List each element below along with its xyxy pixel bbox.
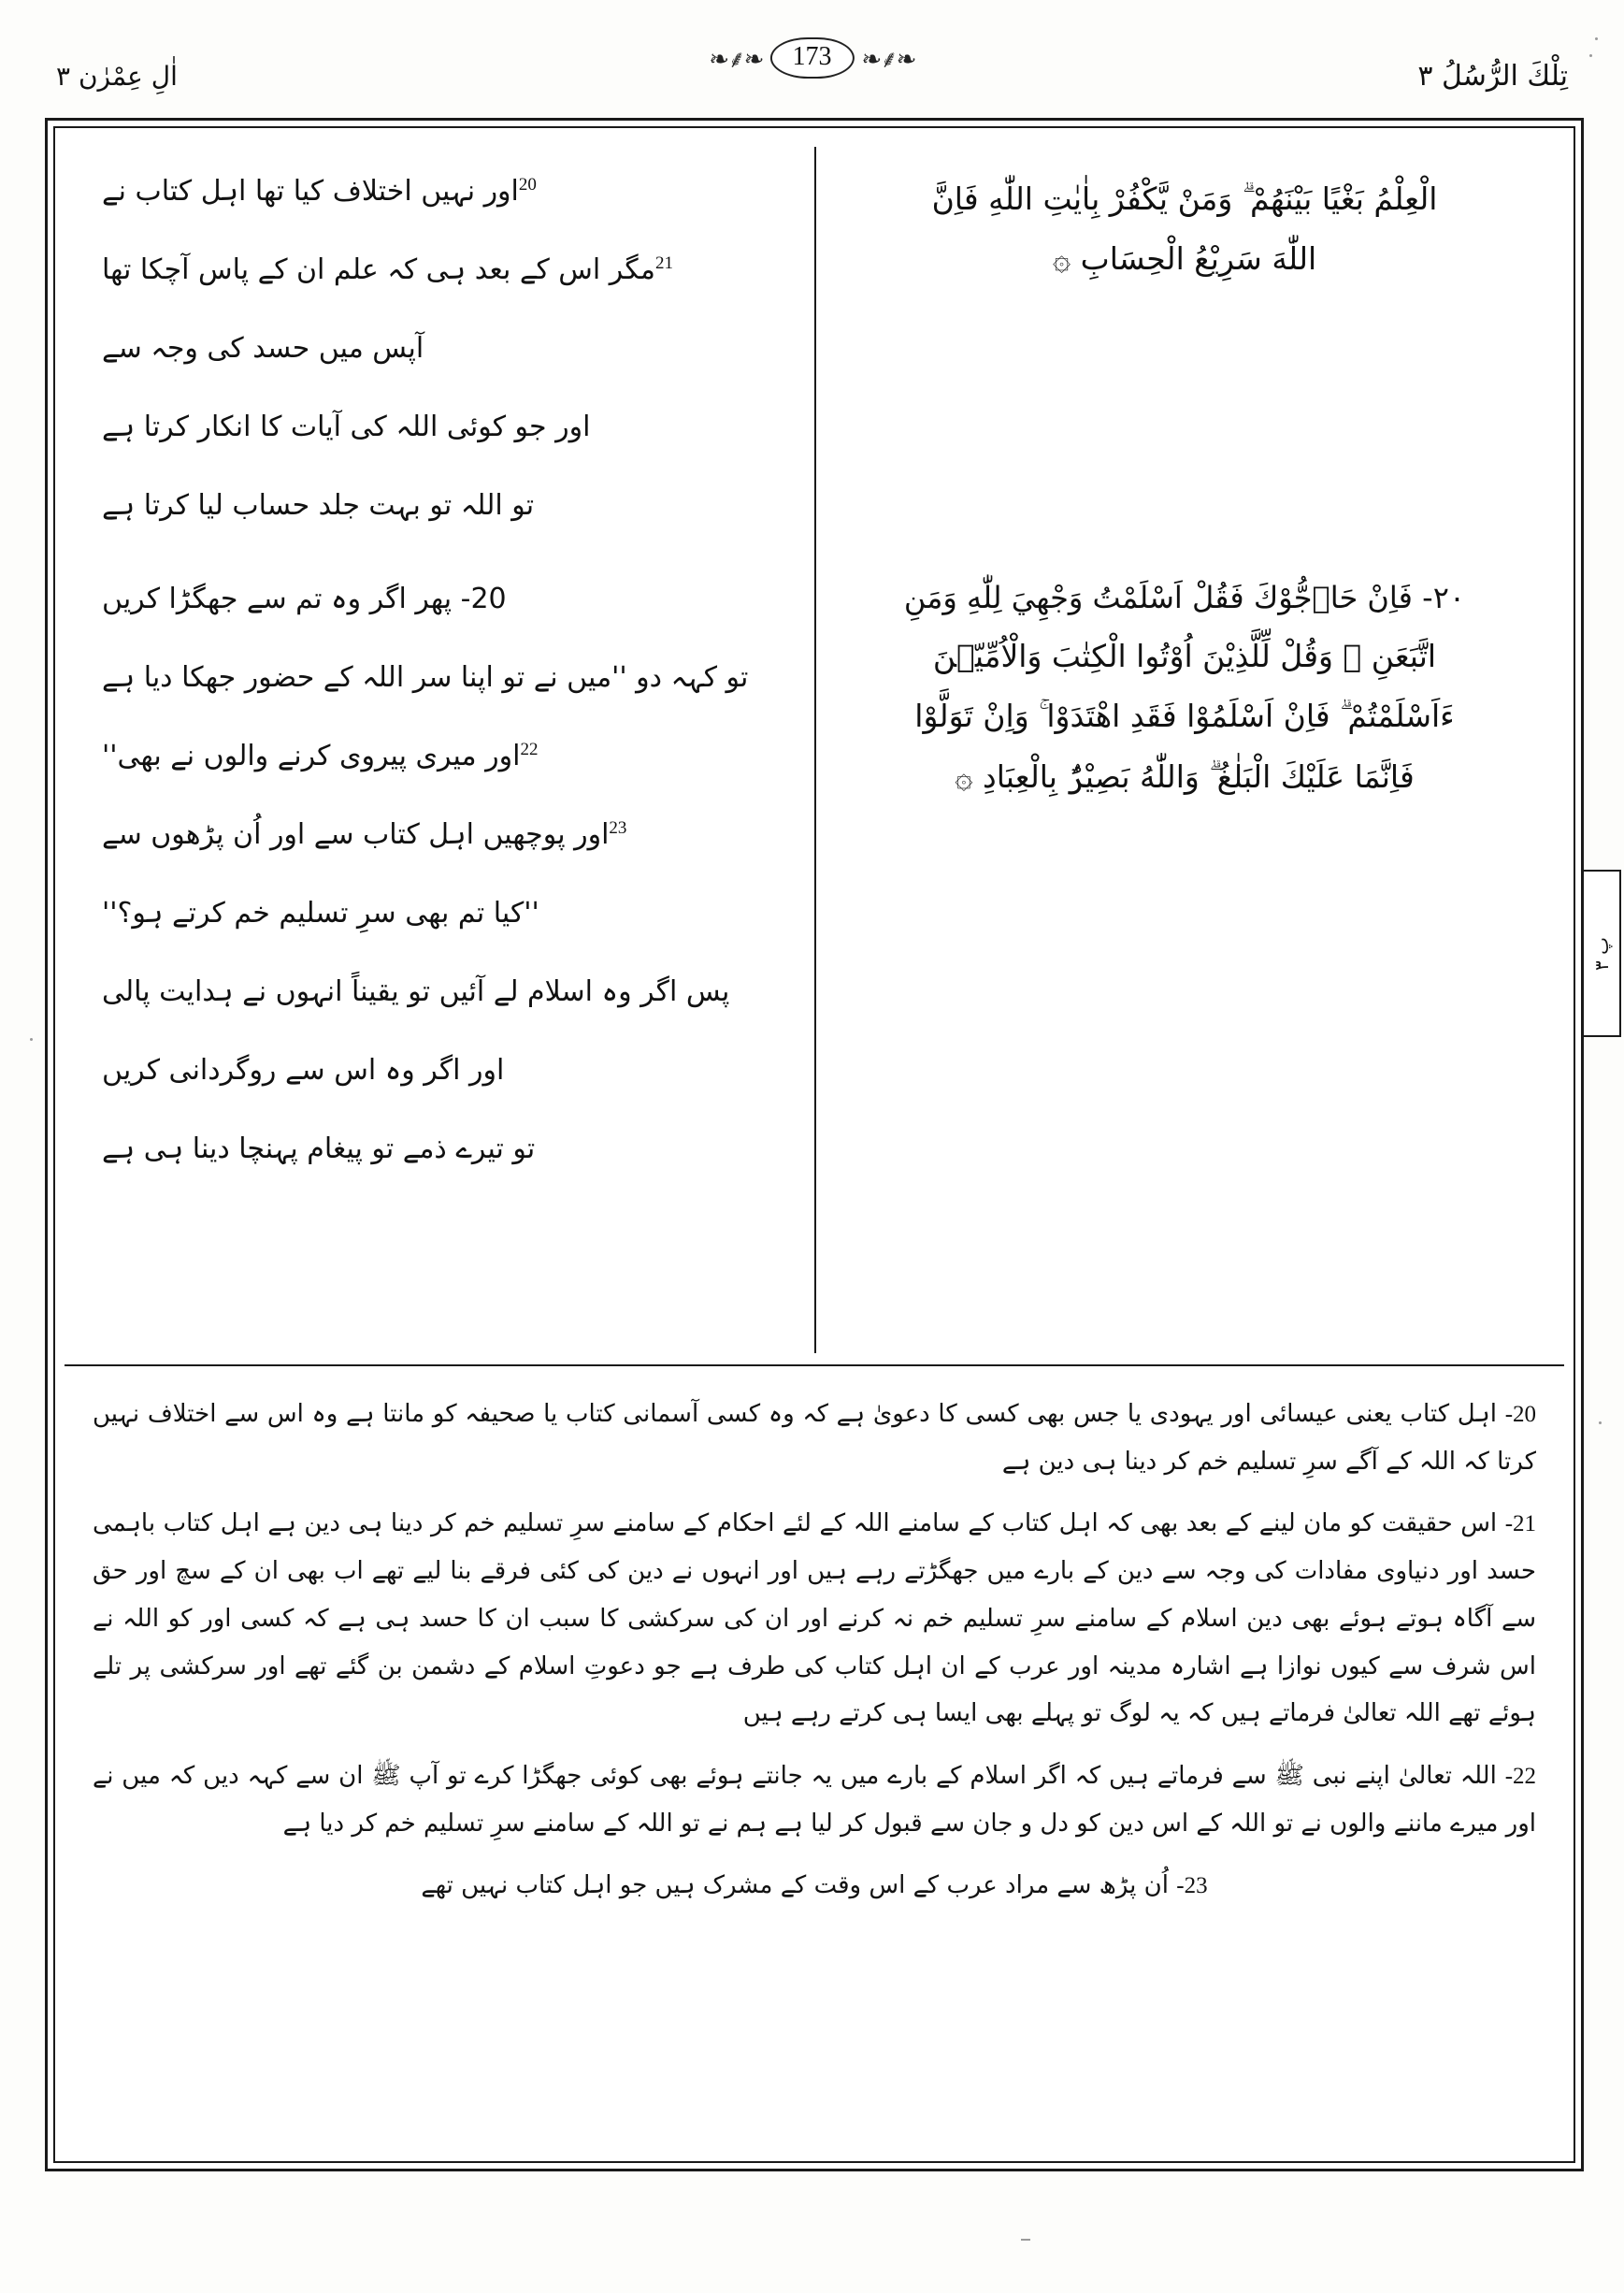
footnote-number: 23- [1176,1873,1208,1899]
footnote-ref: 22 [520,740,539,759]
urdu-line [102,326,781,371]
arabic-column [814,137,1564,1353]
scripture-columns [65,137,1564,1353]
arabic-line: اللّٰهَ سَرِيْعُ الْحِسَابِ ۞ [1052,240,1317,278]
footnote-item [93,1752,1536,1847]
footnote-item [93,1500,1536,1738]
urdu-text: تو کہہ دو ''میں نے تو اپنا سر اللہ کے حضور جھکا دیا ہے [102,661,749,694]
footnote-item [93,1391,1536,1485]
arabic-block-continuation [842,169,1527,290]
urdu-text: ''کیا تم بھی سرِ تسلیم خم کرتے ہو؟'' [102,897,539,930]
footnote-number: 22- [1504,1763,1537,1789]
urdu-line [102,405,781,450]
urdu-line [102,656,781,700]
urdu-text: اور جو کوئی اللہ کی آیات کا انکار کرتا ہے [102,411,591,443]
arabic-line: الْعِلْمُ بَغْيًا بَيْنَهُمْ ۗ وَمَنْ يَّكْفُرْ بِاٰيٰتِ اللّٰهِ فَاِنَّ [931,180,1438,217]
footnote-ref: 20 [518,175,537,195]
content-frame-inner [53,126,1575,2163]
urdu-line [102,248,781,293]
urdu-line [102,577,781,622]
urdu-line [102,970,781,1015]
urdu-line [102,813,781,858]
urdu-line [102,891,781,936]
urdu-line [102,169,781,214]
header-surah-left: اٰلِ عِمْرٰن ٣ [56,60,178,92]
header-surah-right: تِلْكَ الرُّسُلُ ٣ [1417,59,1568,93]
footnote-text: اللہ تعالیٰ اپنے نبی ﷺ سے فرماتے ہیں کہ اگر اسلام کے بارے میں یہ جانتے ہوئے بھی کوئی جھگڑا کرے تو آپ ﷺ ان سے کہہ دیں کہ میں نے اور میرے ماننے والوں نے تو اللہ کے اس دین کو دل و جان سے قبول کر لیا ہے ہم نے تو اللہ کے سامنے سرِ تسلیم خم کر دیا ہے [93,1761,1536,1838]
arabic-line: ٢٠- فَاِنْ حَاۤجُّوْكَ فَقُلْ اَسْلَمْتُ وَجْهِيَ لِلّٰهِ وَمَنِ [903,579,1466,615]
footnote-text: اس حقیقت کو مان لینے کے بعد بھی کہ اہل کتاب کے سامنے اللہ کے لئے احکام کے سامنے سرِ تسلیم خم کر دینا ہی دین ہے اہل کتاب باہمی حسد اور دنیاوی مفادات کی وجہ سے دین کے بارے میں جھگڑتے رہے ہیں اور انہوں نے دین کی کئی فرقے بنا لیے تھے اب بھی ان کے سچ اور حق سے آگاہ ہوتے ہوئے بھی دین اسلام کے سامنے سرِ تسلیم خم نہ کرنے اور ان کی سرکشی کا سبب ان کا حسد ہی ہے کہ کسی اور کو اللہ نے اس شرف سے کیوں نوازا ہے اشارہ مدینہ اور عرب کے ان اہل کتاب کی طرف ہے جو دعوتِ اسلام کے دشمن بن گئے تھے اور سرکشی پر تلے ہوئے تھے اللہ تعالیٰ فرماتے ہیں کہ یہ لوگ تو پہلے بھی ایسا ہی کرتے رہے ہیں [93,1509,1536,1728]
urdu-line [102,1048,781,1093]
page-number: 173 [770,37,855,79]
footnote-text: اہل کتاب یعنی عیسائی اور یہودی یا جس بھی کسی کا دعویٰ ہے کہ وہ کسی آسمانی کتاب یا صحیفہ کو مانتا ہے وہ اس سے اختلاف نہیں کرتا کہ اللہ کے آگے سرِ تسلیم خم کر دینا ہی دین ہے [93,1400,1536,1476]
urdu-text: اور پوچھیں اہل کتاب سے اور اُن پڑھوں سے [102,818,610,851]
footnotes-section [68,1377,1560,2152]
urdu-text: مگر اس کے بعد ہی کہ علم ان کے پاس آچکا تھا [102,253,655,286]
footnote-ref: 23 [609,818,627,838]
urdu-text: اور میری پیروی کرنے والوں نے بھی'' [102,740,521,772]
arabic-line: ءَاَسْلَمْتُمْ ۗ فَاِنْ اَسْلَمُوْا فَقَدِ اهْتَدَوْا ۚ وَاِنْ تَوَلَّوْا [914,698,1455,735]
column-spacer [842,297,1527,569]
urdu-column [65,137,814,1353]
arabic-line: فَاِنَّمَا عَلَيْكَ الْبَلٰغُ ۗ وَاللّٰهُ بَصِيْرٌۢ بِالْعِبَادِ ۞ [955,757,1415,795]
urdu-line [102,734,781,779]
urdu-text: اور نہیں اختلاف کیا تھا اہل کتاب نے [102,175,519,208]
footnote-number: 21- [1504,1511,1537,1537]
column-divider [814,147,816,1353]
urdu-line [102,1127,781,1172]
content-frame [45,118,1584,2171]
ornament-right-icon: ❧⸙❧ [709,46,763,74]
arabic-line: اتَّبَعَنِ ۗ وَقُلْ لِّلَّذِيْنَ اُوْتُوا الْكِتٰبَ وَالْاُمِّيّٖنَ [932,638,1437,675]
side-tab-label: پ ٣ [1590,936,1613,971]
footnote-divider [65,1364,1564,1366]
side-tab-marker [1582,870,1621,1037]
footnote-item [93,1862,1536,1910]
urdu-line [102,483,781,528]
urdu-text: آپس میں حسد کی وجہ سے [102,332,424,365]
footnote-text: اُن پڑھ سے مراد عرب کے اس وقت کے مشرک ہیں جو اہل کتاب نہیں تھے [421,1871,1169,1900]
page-number-group [709,37,914,79]
urdu-text: اور اگر وہ اس سے روگردانی کریں [102,1054,505,1087]
urdu-text: تو اللہ تو بہت جلد حساب لیا کرتا ہے [102,489,535,522]
urdu-text: 20- پھر اگر وہ تم سے جھگڑا کریں [102,583,507,615]
footnote-ref: 21 [654,253,673,273]
ornament-left-icon: ❧⸙❧ [861,46,915,74]
arabic-block-verse-20 [842,569,1527,807]
urdu-text: تو تیرے ذمے تو پیغام پہنچا دینا ہی ہے [102,1132,536,1165]
urdu-text: پس اگر وہ اسلام لے آئیں تو یقیناً انہوں نے ہدایت پالی [102,975,730,1008]
footnote-number: 20- [1504,1402,1537,1427]
